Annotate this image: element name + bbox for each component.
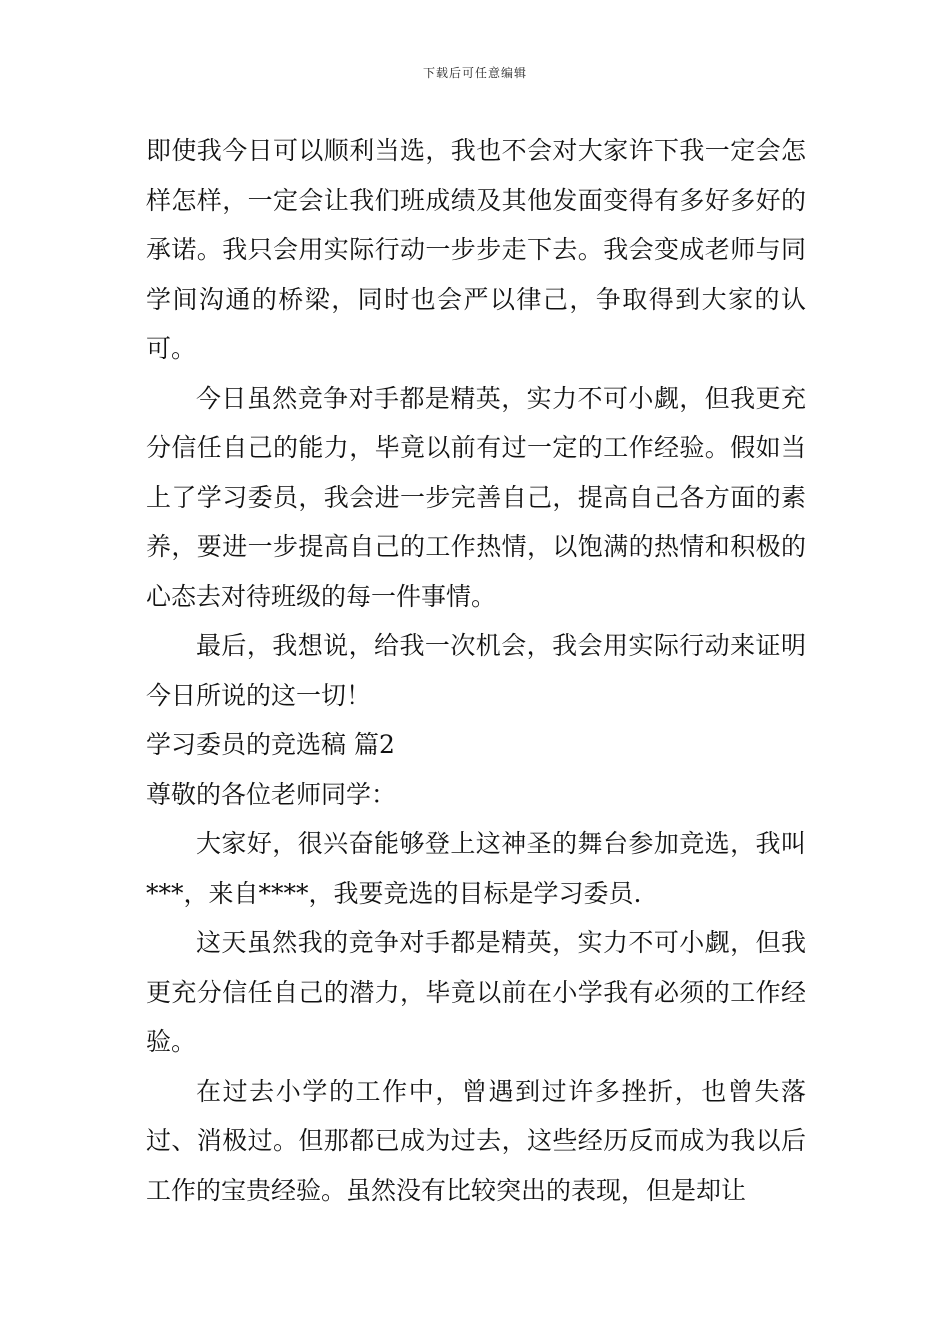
paragraph-4: 大家好，很兴奋能够登上这神圣的舞台参加竞选，我叫***，来自****，我要竞选的目标是学习委员. <box>146 829 806 908</box>
paragraph-3: 最后，我想说，给我一次机会，我会用实际行动来证明今日所说的这一切！ <box>146 631 806 710</box>
paragraph-2: 今日虽然竞争对手都是精英，实力不可小觑，但我更充分信任自己的能力，毕竟以前有过一定的工作经验。假如当上了学习委员，我会进一步完善自己，提高自己各方面的素养，要进一步提高自己的工作热情，以饱满的热情和积极的心态去对待班级的每一件事情。 <box>146 383 806 611</box>
document-body <box>146 126 806 1215</box>
section-heading: 学习委员的竞选稿 篇2 <box>146 730 395 759</box>
paragraph-6: 在过去小学的工作中，曾遇到过许多挫折，也曾失落过、消极过。但那都已成为过去，这些经历反而成为我以后工作的宝贵经验。虽然没有比较突出的表现，但是却让 <box>146 1076 806 1205</box>
paragraph-1: 即使我今日可以顺利当选，我也不会对大家许下我一定会怎样怎样，一定会让我们班成绩及其他发面变得有多好多好的承诺。我只会用实际行动一步步走下去。我会变成老师与同学间沟通的桥梁，同时也会严以律己，争取得到大家的认可。 <box>146 136 806 363</box>
paragraph-5: 这天虽然我的竞争对手都是精英，实力不可小觑，但我更充分信任自己的潜力，毕竟以前在小学我有必须的工作经验。 <box>146 928 806 1056</box>
document-header-note: 下载后可任意编辑 <box>422 66 527 80</box>
salutation: 尊敬的各位老师同学： <box>146 779 397 809</box>
